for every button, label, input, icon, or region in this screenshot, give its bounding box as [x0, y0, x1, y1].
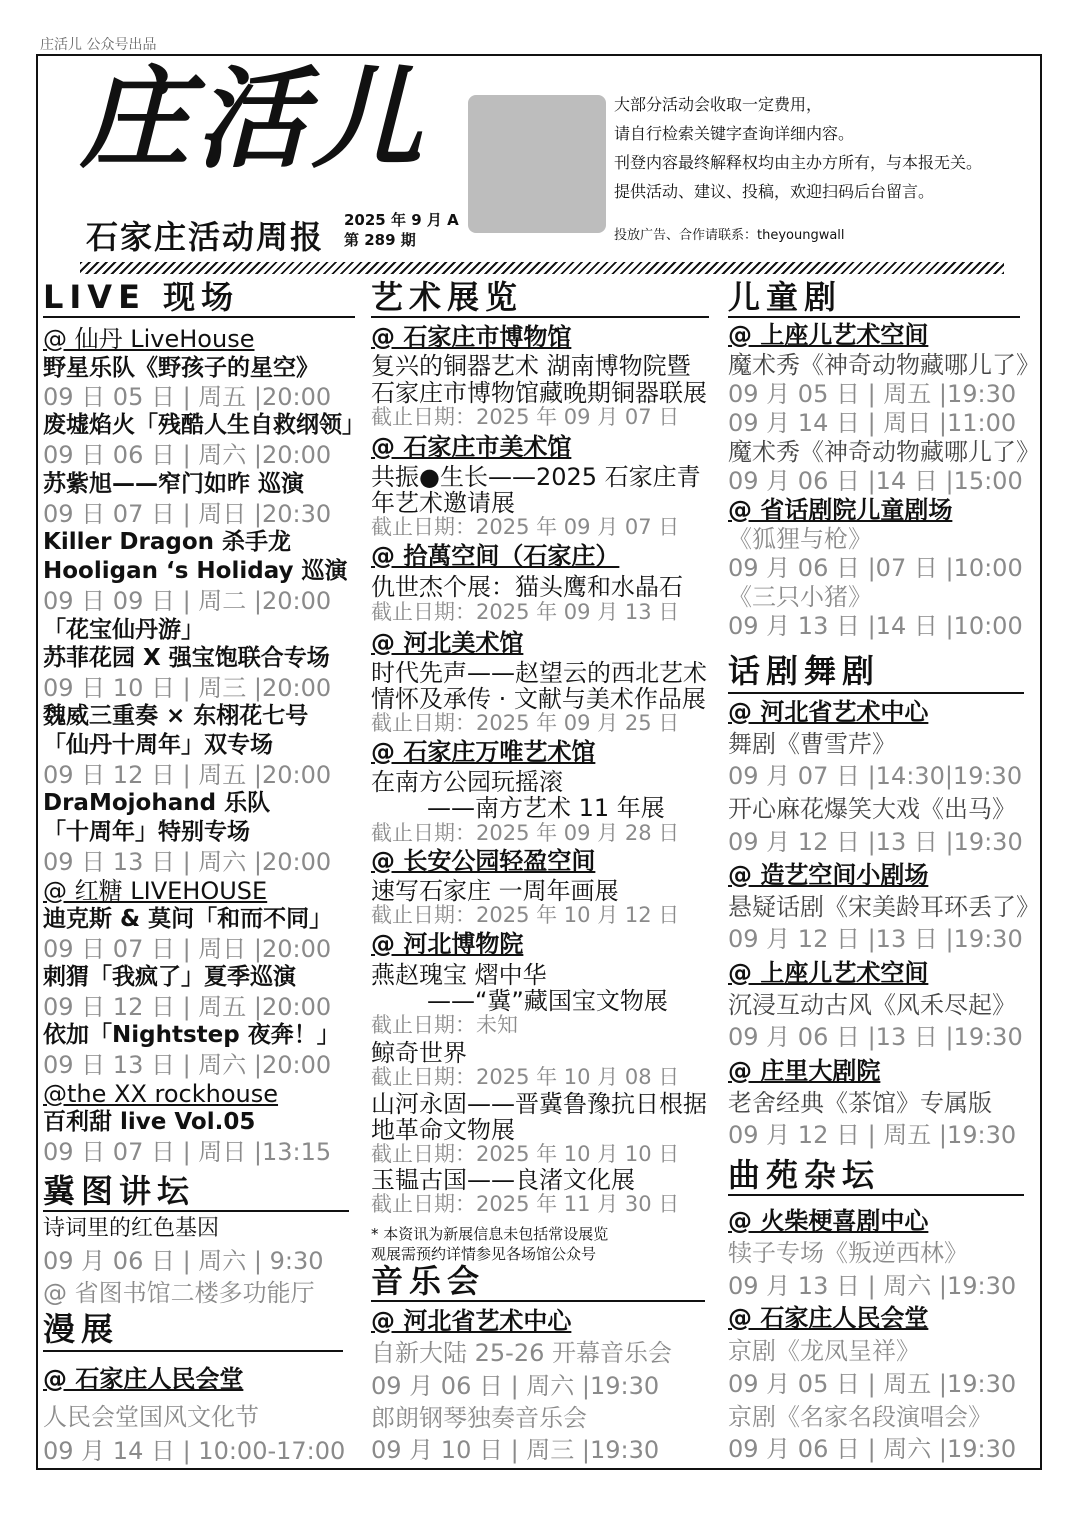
venue-name: @ 河北博物院 [371, 930, 524, 958]
divider-stripe [80, 262, 1004, 274]
venue-name: @ 石家庄市博物馆 [371, 323, 572, 351]
event-time: 09 月 14 日 | 周日 |11:00 [728, 409, 1017, 437]
event-time: 09 月 12 日 |13 日 |19:30 [728, 828, 1023, 856]
notice-line: 刊登内容最终解释权均由主办方所有，与本报无关。 [614, 153, 983, 172]
event-title: 百利甜 live Vol.05 [43, 1109, 256, 1135]
notice-line: 大部分活动会收取一定费用， [614, 95, 823, 114]
exhibit-title: 燕赵瑰宝 熠中华 [371, 961, 547, 989]
event-title: 魔术秀《神奇动物藏哪儿了》 [728, 351, 1040, 379]
section-heading-children: 儿童剧 [728, 278, 843, 316]
exhibit-title: 山河永固——晋冀鲁豫抗日根据 [371, 1090, 707, 1118]
event-time: 09 月 14 日 | 10:00-17:00 [43, 1437, 346, 1465]
venue-name: @ 上座儿艺术空间 [728, 321, 929, 349]
exhibit-deadline: 截止日期：2025 年 11 月 30 日 [371, 1192, 680, 1216]
event-title: 自新大陆 25-26 开幕音乐会 [371, 1339, 672, 1367]
event-time: 09 月 06 日 | 周六 |19:30 [728, 1435, 1017, 1463]
event-title: 《三只小猪》 [728, 583, 872, 611]
notice-line: 请自行检索关键字查询详细内容。 [614, 124, 855, 143]
exhibit-deadline: 截止日期：2025 年 09 月 28 日 [371, 821, 680, 845]
event-title: 悬疑话剧《宋美龄耳环丢了》 [728, 893, 1040, 921]
venue-name: @ 拾萬空间（石家庄） [371, 542, 620, 570]
venue-name: @ 石家庄人民会堂 [43, 1365, 244, 1393]
exhibit-title: 情怀及承传 · 文献与美术作品展 [371, 685, 706, 713]
event-time: 09 月 12 日 | 周五 |19:30 [728, 1121, 1017, 1149]
event-time: 09 日 12 日 | 周五 |20:00 [43, 761, 332, 789]
event-title: 郎朗钢琴独奏音乐会 [371, 1404, 587, 1432]
event-time: 09 日 13 日 | 周六 |20:00 [43, 848, 332, 876]
venue-name: @the XX rockhouse [43, 1080, 279, 1108]
exhibit-footnote: 观展需预约详情参见各场馆公众号 [371, 1245, 597, 1263]
event-time: 09 月 06 日 |13 日 |19:30 [728, 1023, 1023, 1051]
venue-name: @ 河北美术馆 [371, 629, 524, 657]
venue-name: @ 火柴梗喜剧中心 [728, 1207, 929, 1235]
venue-name: @ 石家庄人民会堂 [728, 1304, 929, 1332]
exhibit-title: 复兴的铜器艺术 湖南博物院暨 [371, 352, 691, 380]
venue-name: @ 庄里大剧院 [728, 1057, 881, 1085]
section-rule [728, 316, 1020, 318]
issue-number: 第 289 期 [344, 231, 416, 249]
event-time: 09 月 10 日 | 周三 |19:30 [371, 1436, 660, 1464]
event-title: 开心麻花爆笑大戏《出马》 [728, 795, 1016, 823]
event-title: 京剧《龙凤呈祥》 [728, 1337, 920, 1365]
event-title: 苏菲花园 X 强宝饱联合专场 [43, 645, 330, 671]
exhibit-title: 地革命文物展 [371, 1116, 515, 1144]
event-title: 「十周年」特别专场 [43, 819, 250, 845]
event-time: 09 日 10 日 | 周三 |20:00 [43, 674, 332, 702]
event-time: 09 日 13 日 | 周六 |20:00 [43, 1051, 332, 1079]
event-title: 人民会堂国风文化节 [43, 1403, 259, 1431]
event-title: 依加「Nightstep 夜奔！」 [43, 1022, 340, 1048]
venue-name: @ 长安公园轻盈空间 [371, 847, 596, 875]
event-time: 09 月 13 日 |14 日 |10:00 [728, 612, 1023, 640]
exhibit-title: ——“冀”藏国宝文物展 [427, 987, 668, 1015]
venue-name: @ 造艺空间小剧场 [728, 861, 929, 889]
exhibit-deadline: 截止日期：2025 年 10 月 10 日 [371, 1142, 680, 1166]
event-title: 苏紫旭——窄门如昨 巡演 [43, 471, 305, 497]
event-time: 09 月 07 日 |14:30|19:30 [728, 762, 1023, 790]
event-time: 09 月 05 日 | 周五 |19:30 [728, 1370, 1017, 1398]
section-rule [728, 1194, 1024, 1196]
event-time: 09 月 06 日 | 周六 | 9:30 [43, 1247, 324, 1275]
event-title: 犊子专场《叛逆西林》 [728, 1239, 968, 1267]
exhibit-title: 玉韫古国——良渚文化展 [371, 1166, 635, 1194]
exhibit-footnote: * 本资讯为新展信息未包括常设展览 [371, 1225, 609, 1243]
event-venue: @ 省图书馆二楼多功能厅 [43, 1279, 315, 1307]
event-time: 09 日 07 日 | 周日 |20:00 [43, 935, 332, 963]
venue-name: @ 仙丹 LiveHouse [43, 325, 255, 353]
section-heading-drama: 话剧舞剧 [728, 652, 881, 690]
section-heading-concert: 音乐会 [371, 1262, 486, 1300]
brand-logo: 庄活儿 [80, 54, 428, 183]
section-heading-comic: 漫展 [43, 1310, 120, 1348]
event-title: Hooligan ‘s Holiday 巡演 [43, 558, 348, 584]
event-title: 刺猬「我疯了」夏季巡演 [43, 964, 296, 990]
event-time: 09 日 05 日 | 周五 |20:00 [43, 383, 332, 411]
section-rule [43, 1350, 343, 1352]
exhibit-deadline: 截止日期：2025 年 09 月 25 日 [371, 711, 680, 735]
notice-block [614, 90, 1044, 206]
exhibit-deadline: 截止日期：2025 年 09 月 07 日 [371, 515, 680, 539]
event-title: 沉浸互动古风《风禾尽起》 [728, 991, 1016, 1019]
event-title: 「花宝仙丹游」 [43, 617, 204, 643]
section-rule [371, 316, 709, 318]
event-time: 09 日 07 日 | 周日 |13:15 [43, 1138, 332, 1166]
page-subtitle: 石家庄活动周报 [86, 218, 325, 256]
exhibit-deadline: 截止日期：未知 [371, 1013, 518, 1037]
section-heading-live: LIVE 现场 [43, 278, 240, 316]
event-title: Killer Dragon 杀手龙 [43, 529, 292, 555]
venue-name: @ 石家庄万唯艺术馆 [371, 738, 596, 766]
venue-name: @ 河北省艺术中心 [371, 1307, 572, 1335]
event-time: 09 月 13 日 | 周六 |19:30 [728, 1272, 1017, 1300]
exhibit-title: 鲸奇世界 [371, 1039, 467, 1067]
exhibit-deadline: 截止日期：2025 年 09 月 07 日 [371, 405, 680, 429]
section-rule [43, 1210, 349, 1212]
event-title: DraMojohand 乐队 [43, 790, 271, 816]
event-time: 09 日 06 日 | 周六 |20:00 [43, 441, 332, 469]
event-title: 魔术秀《神奇动物藏哪儿了》 [728, 438, 1040, 466]
section-rule [371, 1300, 705, 1302]
event-title: 《狐狸与枪》 [728, 525, 872, 553]
exhibit-deadline: 截止日期：2025 年 09 月 13 日 [371, 600, 680, 624]
event-time: 09 月 06 日 |14 日 |15:00 [728, 467, 1023, 495]
event-time: 09 日 09 日 | 周二 |20:00 [43, 587, 332, 615]
section-rule [728, 692, 1024, 694]
event-title: 野星乐队《野孩子的星空》 [43, 355, 319, 381]
exhibit-title: 在南方公园玩摇滚 [371, 768, 563, 796]
section-heading-lecture: 冀图讲坛 [43, 1172, 196, 1210]
section-heading-art: 艺术展览 [371, 278, 524, 316]
event-time: 09 月 12 日 |13 日 |19:30 [728, 925, 1023, 953]
event-title: 舞剧《曹雪芹》 [728, 730, 896, 758]
venue-name: @ 红糖 LIVEHOUSE [43, 877, 268, 905]
notice-line: 提供活动、建议、投稿，欢迎扫码后台留言。 [614, 182, 935, 201]
event-title: 京剧《名家名段演唱会》 [728, 1403, 992, 1431]
ad-contact: 投放广告、合作请联系：theyoungwall [614, 228, 845, 243]
exhibit-title: 仇世杰个展：猫头鹰和水晶石 [371, 573, 683, 601]
issue-info [344, 210, 459, 250]
exhibit-deadline: 截止日期：2025 年 10 月 12 日 [371, 903, 680, 927]
event-time: 09 日 12 日 | 周五 |20:00 [43, 993, 332, 1021]
exhibit-title: 时代先声——赵望云的西北艺术 [371, 659, 707, 687]
event-time: 09 月 06 日 |07 日 |10:00 [728, 554, 1023, 582]
qr-code-placeholder [468, 95, 606, 233]
venue-name: @ 上座儿艺术空间 [728, 959, 929, 987]
event-title: 废墟焰火「残酷人生自救纲领」 [43, 412, 365, 438]
venue-name: @ 省话剧院儿童剧场 [728, 496, 953, 524]
section-heading-comedy: 曲苑杂坛 [728, 1156, 881, 1194]
venue-name: @ 河北省艺术中心 [728, 698, 929, 726]
event-time: 09 月 06 日 | 周六 |19:30 [371, 1372, 660, 1400]
exhibit-title: ——南方艺术 11 年展 [427, 794, 665, 822]
exhibit-title: 年艺术邀请展 [371, 489, 515, 517]
event-title: 老舍经典《茶馆》专属版 [728, 1089, 992, 1117]
exhibit-deadline: 截止日期：2025 年 10 月 08 日 [371, 1065, 680, 1089]
exhibit-title: 共振●生长——2025 石家庄青 [371, 463, 701, 491]
event-time: 09 月 05 日 | 周五 |19:30 [728, 380, 1017, 408]
event-title: 魏威三重奏 × 东栩花七号 [43, 703, 309, 729]
publisher-note: 庄活儿 公众号出品 [40, 37, 157, 53]
event-title: 迪克斯 & 莫问「和而不同」 [43, 906, 333, 932]
event-time: 09 日 07 日 | 周日 |20:30 [43, 500, 332, 528]
event-title: 「仙丹十周年」双专场 [43, 732, 273, 758]
exhibit-title: 速写石家庄 一周年画展 [371, 877, 619, 905]
exhibit-title: 石家庄市博物馆藏晚期铜器联展 [371, 379, 707, 407]
issue-date: 2025 年 9 月 A [344, 211, 459, 229]
event-title: 诗词里的红色基因 [43, 1216, 220, 1241]
section-rule [43, 316, 355, 318]
venue-name: @ 石家庄市美术馆 [371, 433, 572, 461]
